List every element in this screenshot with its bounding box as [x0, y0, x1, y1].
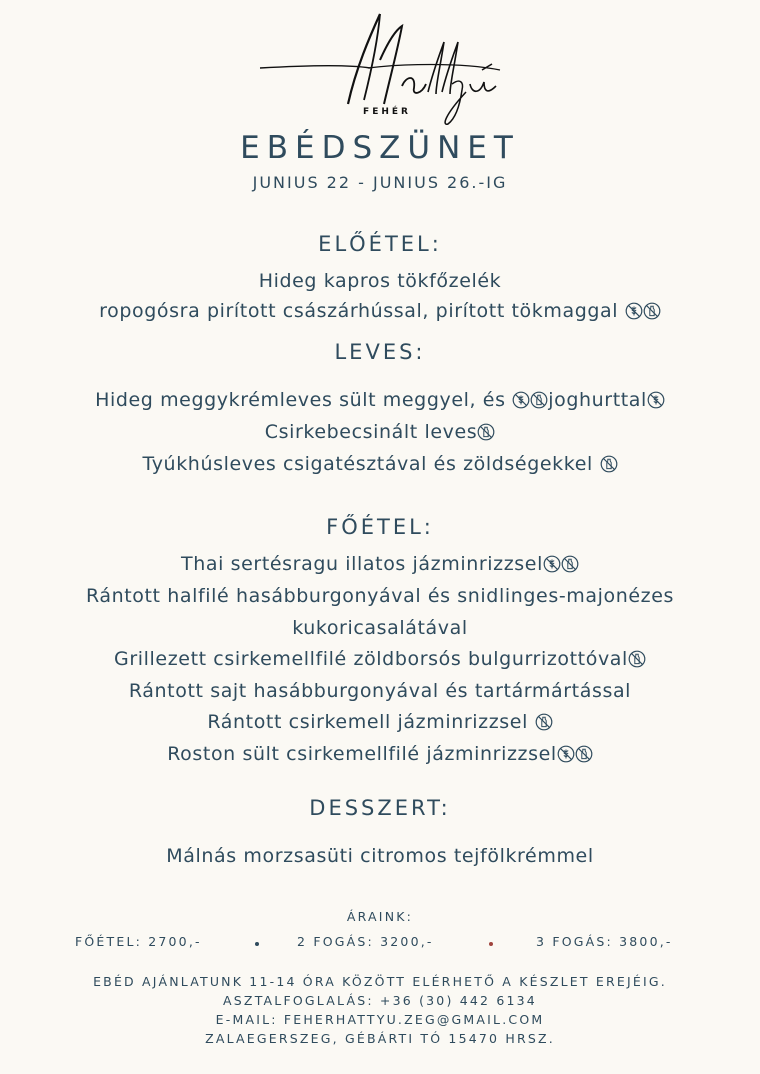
prices-row — [0, 934, 760, 952]
main-item-5 — [0, 711, 760, 733]
dessert-heading: DESSZERT: — [309, 796, 451, 820]
soup-heading: LEVES: — [334, 340, 426, 364]
main-item-3-text: Grillezett csirkemellfilé zöldborsós bulgurrizottóval — [114, 648, 628, 670]
dessert-item-1 — [0, 845, 760, 867]
no-milk-bottle-icon — [530, 391, 548, 409]
dessert-item-1-text: Málnás morzsasüti citromos tejfölkrémmel — [166, 845, 594, 867]
no-wheat-icon — [557, 745, 575, 763]
date-range: JUNIUS 22 - JUNIUS 26.-IG — [252, 173, 508, 192]
separator-dot — [489, 942, 493, 946]
main-item-2-line-2 — [0, 617, 760, 639]
soup-item-2 — [0, 421, 760, 443]
no-milk-bottle-icon — [477, 423, 495, 441]
main-item-5-text: Rántott csirkemell jázminrizzsel — [207, 711, 535, 733]
no-wheat-icon — [647, 391, 665, 409]
no-wheat-icon — [512, 391, 530, 409]
price-three-course: 3 FOGÁS: 3800,- — [536, 934, 673, 949]
starter-line-2-text: ropogósra pirított császárhússal, pirított tökmaggal — [99, 300, 619, 322]
main-item-2-line-1 — [0, 585, 760, 607]
no-wheat-icon — [543, 555, 561, 573]
no-milk-bottle-icon — [535, 713, 553, 731]
soup-item-1-text-b: joghurttal — [548, 389, 647, 411]
starter-heading: ELŐÉTEL: — [318, 232, 442, 256]
price-main: FŐÉTEL: 2700,- — [75, 934, 202, 949]
main-item-1-text: Thai sertésragu illatos jázminrizzsel — [181, 553, 543, 575]
starter-line-1 — [0, 270, 760, 292]
main-item-6-text: Roston sült csirkemellfilé jázminrizzsel — [167, 743, 557, 765]
page-title: EBÉDSZÜNET — [240, 130, 520, 166]
footer-phone: ASZTALFOGLALÁS: +36 (30) 442 6134 — [223, 993, 537, 1008]
price-two-course: 2 FOGÁS: 3200,- — [297, 934, 434, 949]
main-item-4-text: Rántott sajt hasábburgonyával és tartármártással — [128, 680, 632, 702]
prices-heading: ÁRAINK: — [346, 909, 414, 924]
main-item-6 — [0, 743, 760, 765]
main-item-1 — [0, 553, 760, 575]
no-milk-bottle-icon — [561, 555, 579, 573]
no-milk-bottle-icon — [628, 650, 646, 668]
no-wheat-icon — [625, 302, 643, 320]
soup-item-3 — [0, 453, 760, 475]
brand-logo — [0, 8, 760, 128]
logo-sub-text: FEHÉR — [363, 107, 411, 117]
soup-item-2-text: Csirkebecsinált leves — [264, 421, 478, 443]
main-item-4 — [0, 680, 760, 702]
footer-availability: EBÉD AJÁNLATUNK 11-14 ÓRA KÖZÖTT ELÉRHETŐ A KÉSZLET EREJÉIG. — [93, 974, 667, 989]
soup-item-3-text: Tyúkhúsleves csigatésztával és zöldségekkel — [142, 453, 600, 475]
footer-email: E-MAIL: FEHERHATTYU.ZEG@GMAIL.COM — [215, 1012, 545, 1027]
soup-item-1 — [0, 389, 760, 411]
no-milk-bottle-icon — [575, 745, 593, 763]
starter-line-2 — [0, 300, 760, 322]
main-item-2-text-2: kukoricasalátával — [292, 617, 468, 639]
main-item-3 — [0, 648, 760, 670]
no-milk-bottle-icon — [643, 302, 661, 320]
starter-line-1-text: Hideg kapros tökfőzelék — [258, 270, 502, 292]
footer-address: ZALAEGERSZEG, GÉBÁRTI TÓ 15470 HRSZ. — [205, 1031, 555, 1046]
no-milk-bottle-icon — [600, 455, 618, 473]
soup-item-1-text-a: Hideg meggykrémleves sült meggyel, és — [95, 389, 513, 411]
main-item-2-text-1: Rántott halfilé hasábburgonyával és snidlinges-majonézes — [85, 585, 675, 607]
separator-dot — [255, 942, 259, 946]
main-heading: FŐÉTEL: — [326, 515, 434, 539]
